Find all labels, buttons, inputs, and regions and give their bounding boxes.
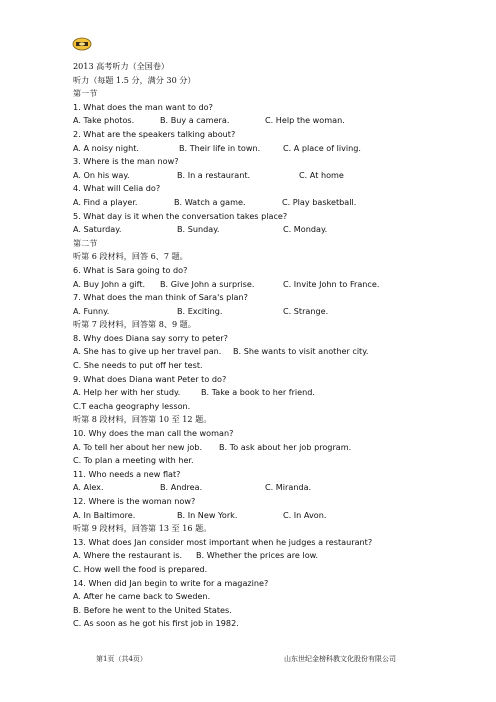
option: C. Monday. xyxy=(283,224,328,235)
option: B. Take a book to her friend. xyxy=(201,387,315,398)
option: A. Alex. xyxy=(73,482,104,493)
question: 12. Where is the woman now? xyxy=(73,496,196,506)
document-body xyxy=(73,60,433,631)
option: B. In a restaurant. xyxy=(177,169,251,180)
option: C. How well the food is prepared. xyxy=(73,563,208,574)
options-row xyxy=(73,481,433,495)
passage-instruction: 听第 9 段材料，回答第 13 至 16 题。 xyxy=(73,523,212,534)
option: B. Exciting. xyxy=(177,305,223,316)
question: 8. Why does Diana say sorry to peter? xyxy=(73,332,228,343)
option: C. In Avon. xyxy=(283,509,327,520)
options-row xyxy=(73,305,433,319)
option: A. Funny. xyxy=(73,305,110,316)
company-name: 山东世纪金榜科教文化股份有限公司 xyxy=(284,655,396,663)
option: B. In New York. xyxy=(177,509,238,520)
options-row xyxy=(73,509,433,523)
option: A. Find a player. xyxy=(73,196,138,207)
option: A. She has to give up her travel pan. xyxy=(73,346,222,357)
publisher-logo xyxy=(72,36,92,51)
option: C. Miranda. xyxy=(265,482,312,493)
option: C. A place of living. xyxy=(283,142,362,153)
option: A. In Baltimore. xyxy=(73,509,136,520)
option: B. She wants to visit another city. xyxy=(233,346,369,357)
question: 13. What does Jan consider most important when he judges a restaurant? xyxy=(73,536,373,547)
options-row xyxy=(73,223,433,237)
options-row xyxy=(73,196,433,210)
section2-heading: 第二节 xyxy=(73,237,98,248)
option: C. As soon as he got his first job in 1982. xyxy=(73,618,239,629)
page-number: 第1页（共4页） xyxy=(96,655,147,663)
option: B. Andrea. xyxy=(160,482,203,493)
options-row xyxy=(73,386,433,400)
option: A. Where the restaurant is. xyxy=(73,550,183,561)
option: C. Strange. xyxy=(283,305,329,316)
options-row xyxy=(73,441,433,455)
option: A. To tell her about her new job. xyxy=(73,441,203,452)
passage-instruction: 听第 7 段材料，回答第 8、9 题。 xyxy=(73,319,196,330)
option: B. Whether the prices are low. xyxy=(196,550,319,561)
options-row xyxy=(73,114,433,128)
question: 3. Where is the man now? xyxy=(73,156,179,167)
option: C. Help the woman. xyxy=(265,115,345,126)
options-row xyxy=(73,278,433,292)
option: B. Watch a game. xyxy=(174,196,246,207)
question: 5. What day is it when the conversation takes place? xyxy=(73,210,288,221)
option: C.T eacha geography lesson. xyxy=(73,400,191,411)
question: 9. What does Diana want Peter to do? xyxy=(73,373,227,384)
option: A. Help her with her study. xyxy=(73,387,181,398)
question: 11. Who needs a new flat? xyxy=(73,468,181,479)
option: A. Take photos. xyxy=(73,115,135,126)
option: A. Buy John a gift. xyxy=(73,278,146,289)
question: 10. Why does the man call the woman? xyxy=(73,428,234,439)
option: C. Invite John to France. xyxy=(283,278,380,289)
option: B. To ask about her job program. xyxy=(219,441,352,452)
question: 2. What are the speakers talking about? xyxy=(73,128,236,139)
question: 1. What does the man want to do? xyxy=(73,101,213,112)
options-row xyxy=(73,142,433,156)
passage-instruction: 听第 8 段材料，回答第 10 至 12 题。 xyxy=(73,414,212,425)
option: C. At home xyxy=(299,169,344,180)
question: 6. What is Sara going to do? xyxy=(73,264,188,275)
question: 7. What does the man think of Sara's plan? xyxy=(73,292,248,303)
options-row xyxy=(73,345,433,359)
options-row xyxy=(73,549,433,563)
page-title: 2013 高考听力（全国卷） xyxy=(73,61,170,71)
option: B. Sunday. xyxy=(177,224,220,235)
option: A. A noisy night. xyxy=(73,142,139,153)
question: 4. What will Celia do? xyxy=(73,183,161,194)
option: C. To plan a meeting with her. xyxy=(73,455,194,466)
option: C. Play basketball. xyxy=(282,196,357,207)
options-row xyxy=(73,169,433,183)
option: A. On his way. xyxy=(73,169,130,180)
option: A. Saturday. xyxy=(73,224,122,235)
passage-instruction: 听第 6 段材料，回答 6、7 题。 xyxy=(73,251,188,262)
option: C. She needs to put off her test. xyxy=(73,360,203,371)
option: B. Their life in town. xyxy=(179,142,261,153)
question: 14. When did Jan begin to write for a magazine? xyxy=(73,577,269,588)
section1-heading: 第一节 xyxy=(73,88,98,99)
option: B. Give John a surprise. xyxy=(160,278,255,289)
option: A. After he came back to Sweden. xyxy=(73,591,211,602)
option: B. Before he went to the United States. xyxy=(73,604,232,615)
option: B. Buy a camera. xyxy=(160,115,230,126)
section-instructions: 听力（每题 1.5 分，满分 30 分） xyxy=(73,74,196,85)
